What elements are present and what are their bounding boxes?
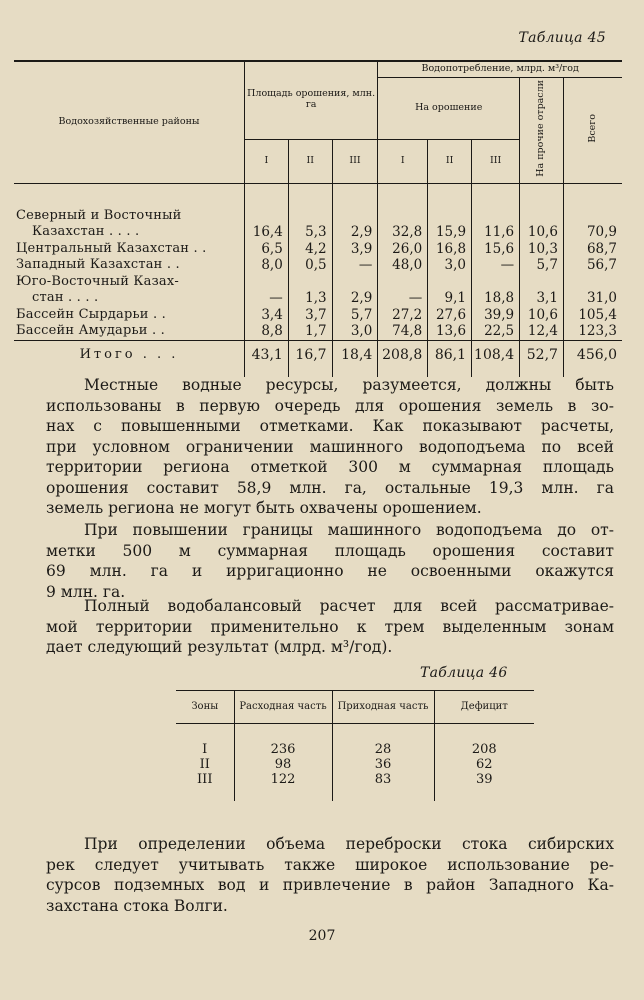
value-cell: 48,0 xyxy=(378,257,428,274)
region-name: Бассейн Сырдарьи . . xyxy=(16,306,166,322)
text-line: Полный водобалансовый расчет для всей рассматривае- xyxy=(84,597,614,615)
value-cell xyxy=(378,183,428,224)
table-row xyxy=(176,757,534,772)
total-value: 208,8 xyxy=(378,340,428,377)
table-row xyxy=(176,724,534,758)
header-consumption: Водопотребление, млрд. м³/год xyxy=(378,61,622,77)
value-cell: 10,6 xyxy=(520,224,564,241)
text-line: при условном ограничении машинного водоподъема по всей xyxy=(46,437,614,456)
value-cell: 3,9 xyxy=(332,241,378,258)
table-row xyxy=(14,257,622,274)
text-line: дает следующий результат (млрд. м³/год). xyxy=(46,638,393,656)
value-cell: 1,3 xyxy=(288,290,332,307)
paragraph-4 xyxy=(46,834,614,916)
text-line: сурсов подземных вод и привлечение в район Западного Ка- xyxy=(46,876,614,894)
table-spacer xyxy=(176,791,534,801)
table-row xyxy=(14,290,622,307)
value-cell: 74,8 xyxy=(378,323,428,340)
value-cell: 2,9 xyxy=(332,224,378,241)
value-cell: 3,0 xyxy=(332,323,378,340)
region-name: Северный и Восточный xyxy=(16,207,182,223)
table-row xyxy=(14,183,622,224)
value-cell: 5,3 xyxy=(288,224,332,241)
value-cell: 5,7 xyxy=(332,307,378,324)
text-line: 69 млн. га и ирригационно не освоенными окажутся xyxy=(46,562,614,580)
deficit-cell: 62 xyxy=(434,757,534,772)
total-value: 18,4 xyxy=(332,340,378,377)
text-line: метки 500 м суммарная площадь орошения составит xyxy=(46,541,614,560)
value-cell xyxy=(332,183,378,224)
value-cell: 9,1 xyxy=(428,290,472,307)
header-zone: Зоны xyxy=(176,691,234,724)
text-line: рек следует учитывать также широкое использование ре- xyxy=(46,855,614,874)
header-area-i: I xyxy=(245,139,289,183)
paragraph-2 xyxy=(46,520,614,602)
value-cell: 39,9 xyxy=(472,307,520,324)
value-cell xyxy=(520,183,564,224)
text-line: захстана стока Волги. xyxy=(46,896,228,915)
header-region: Водохозяйственные районы xyxy=(14,61,245,183)
value-cell xyxy=(245,183,289,224)
value-cell: 4,2 xyxy=(288,241,332,258)
value-cell xyxy=(428,274,472,291)
value-cell: 22,5 xyxy=(472,323,520,340)
text-line: 9 млн. га. xyxy=(46,582,126,601)
table-row xyxy=(14,307,622,324)
text-line: При повышении границы машинного водоподъема до от- xyxy=(84,521,614,539)
total-value: 456,0 xyxy=(563,340,622,377)
paragraph-1 xyxy=(46,375,614,519)
table-row xyxy=(14,323,622,340)
table-46-body xyxy=(176,724,534,802)
region-name: Западный Казахстан . . xyxy=(16,257,180,273)
table-45-caption: Таблица 45 xyxy=(518,30,606,46)
table-45-body xyxy=(14,183,622,377)
value-cell: — xyxy=(472,257,520,274)
region-name: Казахстан . . . . xyxy=(32,224,140,240)
zone-cell: II xyxy=(199,757,210,772)
value-cell: 70,9 xyxy=(563,224,622,241)
value-cell: 8,0 xyxy=(245,257,289,274)
total-value: 16,7 xyxy=(288,340,332,377)
income-cell: 83 xyxy=(332,772,434,791)
income-cell: 28 xyxy=(332,724,434,758)
text-line: При определении объема переброски стока сибирских xyxy=(84,835,614,853)
value-cell xyxy=(332,274,378,291)
expense-cell: 98 xyxy=(234,757,332,772)
region-name: Центральный Казахстан . . xyxy=(16,240,207,256)
value-cell xyxy=(245,274,289,291)
value-cell: 3,1 xyxy=(520,290,564,307)
table-row xyxy=(14,224,622,241)
header-deficit: Дефицит xyxy=(434,691,534,724)
value-cell: 16,4 xyxy=(245,224,289,241)
region-name: Бассейн Амударьи . . xyxy=(16,323,165,339)
value-cell: 68,7 xyxy=(563,241,622,258)
header-total-cell xyxy=(563,77,622,183)
zone-cell: III xyxy=(197,772,213,787)
value-cell xyxy=(472,183,520,224)
table-row xyxy=(14,241,622,258)
expense-cell: 122 xyxy=(234,772,332,791)
value-cell: 6,5 xyxy=(245,241,289,258)
table-46-caption: Таблица 46 xyxy=(420,665,508,681)
value-cell: 12,4 xyxy=(520,323,564,340)
page-number: 207 xyxy=(308,928,336,944)
total-row xyxy=(14,340,622,377)
value-cell xyxy=(288,274,332,291)
deficit-cell: 39 xyxy=(434,772,534,791)
value-cell xyxy=(378,274,428,291)
text-line: орошения составит 58,9 млн. га, остальные 19,3 млн. га xyxy=(46,478,614,497)
header-irrigation: На орошение xyxy=(378,77,520,139)
text-line: нах с повышенными отметками. Как показывают расчеты, xyxy=(46,417,614,435)
region-name: стан . . . . xyxy=(32,290,99,306)
paragraph-3 xyxy=(46,596,614,658)
region-name: Юго-Восточный Казах- xyxy=(16,273,180,289)
value-cell xyxy=(563,274,622,291)
value-cell: 0,5 xyxy=(288,257,332,274)
value-cell xyxy=(288,183,332,224)
value-cell: 15,9 xyxy=(428,224,472,241)
header-income: Приходная часть xyxy=(332,691,434,724)
value-cell: 105,4 xyxy=(563,307,622,324)
income-cell: 36 xyxy=(332,757,434,772)
value-cell: 2,9 xyxy=(332,290,378,307)
value-cell: 3,0 xyxy=(428,257,472,274)
zone-cell: I xyxy=(202,742,208,757)
value-cell: 13,6 xyxy=(428,323,472,340)
header-total: Всего xyxy=(586,113,598,143)
value-cell: 15,6 xyxy=(472,241,520,258)
value-cell xyxy=(520,274,564,291)
value-cell: 8,8 xyxy=(245,323,289,340)
text-line: Местные водные ресурсы, разумеется, должны быть xyxy=(84,376,614,394)
value-cell: — xyxy=(378,290,428,307)
value-cell: 3,7 xyxy=(288,307,332,324)
total-label: Итого . . . xyxy=(14,340,245,377)
header-area-iii: III xyxy=(332,139,378,183)
total-value: 108,4 xyxy=(472,340,520,377)
value-cell: 32,8 xyxy=(378,224,428,241)
value-cell: 1,7 xyxy=(288,323,332,340)
header-irr-ii: II xyxy=(428,139,472,183)
value-cell xyxy=(563,183,622,224)
table-row xyxy=(14,274,622,291)
text-line: территории региона отметкой 300 м суммарная площадь xyxy=(46,458,614,476)
text-line: мой территории применительно к трем выделенным зонам xyxy=(46,617,614,636)
value-cell: 26,0 xyxy=(378,241,428,258)
value-cell xyxy=(428,183,472,224)
value-cell: 3,4 xyxy=(245,307,289,324)
header-expense: Расходная часть xyxy=(234,691,332,724)
value-cell: 27,2 xyxy=(378,307,428,324)
value-cell: — xyxy=(245,290,289,307)
text-line: использованы в первую очередь для орошения земель в зо- xyxy=(46,396,614,415)
total-value: 86,1 xyxy=(428,340,472,377)
value-cell: 18,8 xyxy=(472,290,520,307)
value-cell: 27,6 xyxy=(428,307,472,324)
header-other-cell xyxy=(520,77,564,183)
value-cell xyxy=(472,274,520,291)
header-other: На прочие отрасли xyxy=(535,79,547,177)
deficit-cell: 208 xyxy=(434,724,534,758)
table-45 xyxy=(14,60,622,377)
value-cell: — xyxy=(332,257,378,274)
value-cell: 5,7 xyxy=(520,257,564,274)
total-value: 43,1 xyxy=(245,340,289,377)
value-cell: 16,8 xyxy=(428,241,472,258)
header-area-ii: II xyxy=(288,139,332,183)
header-irr-i: I xyxy=(378,139,428,183)
total-value: 52,7 xyxy=(520,340,564,377)
table-46 xyxy=(176,690,534,801)
value-cell: 10,6 xyxy=(520,307,564,324)
header-irr-iii: III xyxy=(472,139,520,183)
value-cell: 31,0 xyxy=(563,290,622,307)
expense-cell: 236 xyxy=(234,724,332,758)
value-cell: 11,6 xyxy=(472,224,520,241)
header-area: Площадь орошения, млн. га xyxy=(245,61,378,139)
value-cell: 123,3 xyxy=(563,323,622,340)
text-line: земель региона не могут быть охвачены орошением. xyxy=(46,499,482,517)
value-cell: 10,3 xyxy=(520,241,564,258)
value-cell: 56,7 xyxy=(563,257,622,274)
table-row xyxy=(176,772,534,791)
